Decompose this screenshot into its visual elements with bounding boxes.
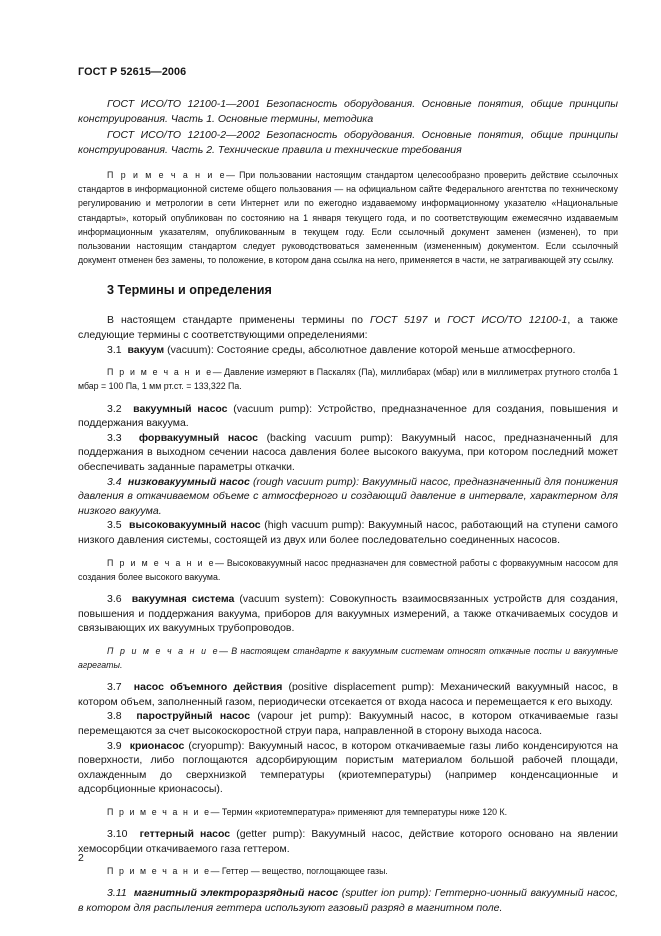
- note-3-5: П р и м е ч а н и е— Высоковакуумный насос предназначен для совместной работы с форвакуумным насосом для создания более высокого вакуума.: [78, 557, 618, 582]
- page-content: [78, 97, 618, 916]
- ref-gost-12100-1: ГОСТ ИСО/ТО 12100-1: [447, 314, 568, 327]
- term-3-4: 3.4 низковакуумный насос (rough vacuum pump): Вакуумный насос, предназначенный для понижения давления в откачиваемом объеме с атмосферного и создающий давление в интервале, характерном для низкого вакуума.: [78, 475, 618, 517]
- term-3-3: 3.3 форвакуумный насос (backing vacuum pump): Вакуумный насос, предназначенный для поддержания в выходном сечении насоса давления более высокого вакуума, при котором последний может обеспечивать заданные параметры откачки.: [78, 431, 618, 473]
- page-number: 2: [78, 852, 84, 864]
- term-3-1: 3.1 вакуум (vacuum): Состояние среды, абсолютное давление которой меньше атмосферного.: [107, 343, 576, 356]
- note-3-1: П р и м е ч а н и е— Давление измеряют в Паскалях (Па), миллибарах (мбар) или в миллиметрах ртутного столба 1 мбар = 100 Па, 1 мм рт.ст. = 133,322 Па.: [78, 367, 618, 392]
- term-3-5: 3.5 высоковакуумный насос (high vacuum pump): Вакуумный насос, работающий на ступени самого низкого давления системы, состоящей из двух или более последовательно соединенных насосов.: [78, 519, 618, 546]
- note-3-6: П р и м е ч а н и е— В настоящем стандарте к вакуумным системам относят откачные посты и вакуумные агрегаты.: [78, 645, 618, 670]
- term-3-9: 3.9 крионасос (cryopump): Вакуумный насос, в котором откачиваемые газы либо конденсируются на поверхности, либо поглощаются адсорбирующим пористым материалом большой рабочей площади, охлажденным до сверхнизкой температуры (криотемпературы) (например конденсационные и адсорбционные крионасосы).: [78, 739, 618, 796]
- reference-12100-2: ГОСТ ИСО/ТО 12100-2—2002 Безопасность оборудования. Основные понятия, общие принципы конструирования. Часть 2. Технические правила и технические требования: [78, 129, 618, 156]
- ref-gost-5197: ГОСТ 5197: [369, 314, 428, 327]
- note-3-10: П р и м е ч а н и е— Геттер — вещество, поглощающее газы.: [107, 866, 388, 877]
- intro-note: [78, 168, 618, 267]
- note-text: — При пользовании настоящим стандартом целесообразно проверить действие ссылочных стандартов в информационной системе общего пользования — на официальном сайте Федерального агентства по техническому регулированию и метрологии в сети Интернет или по ежегодно издаваемому информационному указателю «Национальные стандарты», который опубликован по состоянию на 1 января текущего года, и по соответствующим ежемесячно издаваемым информационным указателям, опубликованным в текущем году. Если ссылочный документ заменен (изменен), то при пользовании настоящим стандартом следует руководствоваться замененным (измененным) документом. Если ссылочный документ отменен без замены, то положение, в котором дана ссылка на него, применяется в части, не затрагивающей эту ссылку.: [78, 170, 619, 266]
- note-3-9: П р и м е ч а н и е— Термин «криотемпература» применяют для температуры ниже 120 К.: [107, 806, 508, 817]
- term-3-7: 3.7 насос объемного действия (positive displacement pump): Механический вакуумный насос, в котором объем, заполненный газом, периодически отсекается от входа насоса и перемещается к его выходу.: [78, 681, 618, 708]
- term-3-10: 3.10 геттерный насос (getter pump): Вакуумный насос, действие которого основано на явлении хемосорбции откачиваемого газа геттером.: [78, 828, 619, 855]
- section-intro: В настоящем стандарте применены термины по ГОСТ 5197 и ГОСТ ИСО/ТО 12100-1, а также следующие термины с соответствующими определениями:: [78, 314, 618, 342]
- reference-12100-1: ГОСТ ИСО/ТО 12100-1—2001 Безопасность оборудования. Основные понятия, общие принципы конструирования. Часть 1. Основные термины, методика: [78, 98, 618, 125]
- document-code: ГОСТ Р 52615—2006: [78, 66, 187, 78]
- term-3-8: 3.8 пароструйный насос (vapour jet pump): Вакуумный насос, в котором откачиваемые газы перемещаются за счет высокоскоростной струи пара, направленной в сторону выхода насоса.: [78, 710, 618, 737]
- section-title: 3 Термины и определения: [107, 283, 272, 298]
- term-3-11: 3.11 магнитный электроразрядный насос (sputter ion pump): Геттерно-ионный вакуумный насос, в котором для распыления геттера используют газовый разряд в магнитном поле.: [78, 887, 618, 915]
- term-3-6: 3.6 вакуумная система (vacuum system): Совокупность взаимосвязанных устройств для создания, повышения и поддержания вакуума, приборов для вакуумных измерений, а также откачиваемых сосудов и связывающих их вакуумных трубопроводов.: [78, 592, 618, 635]
- term-3-2: 3.2 вакуумный насос (vacuum pump): Устройство, предназначенное для создания, повышения и поддержания вакуума.: [78, 402, 618, 430]
- note-label: П р и м е ч а н и е: [107, 170, 227, 180]
